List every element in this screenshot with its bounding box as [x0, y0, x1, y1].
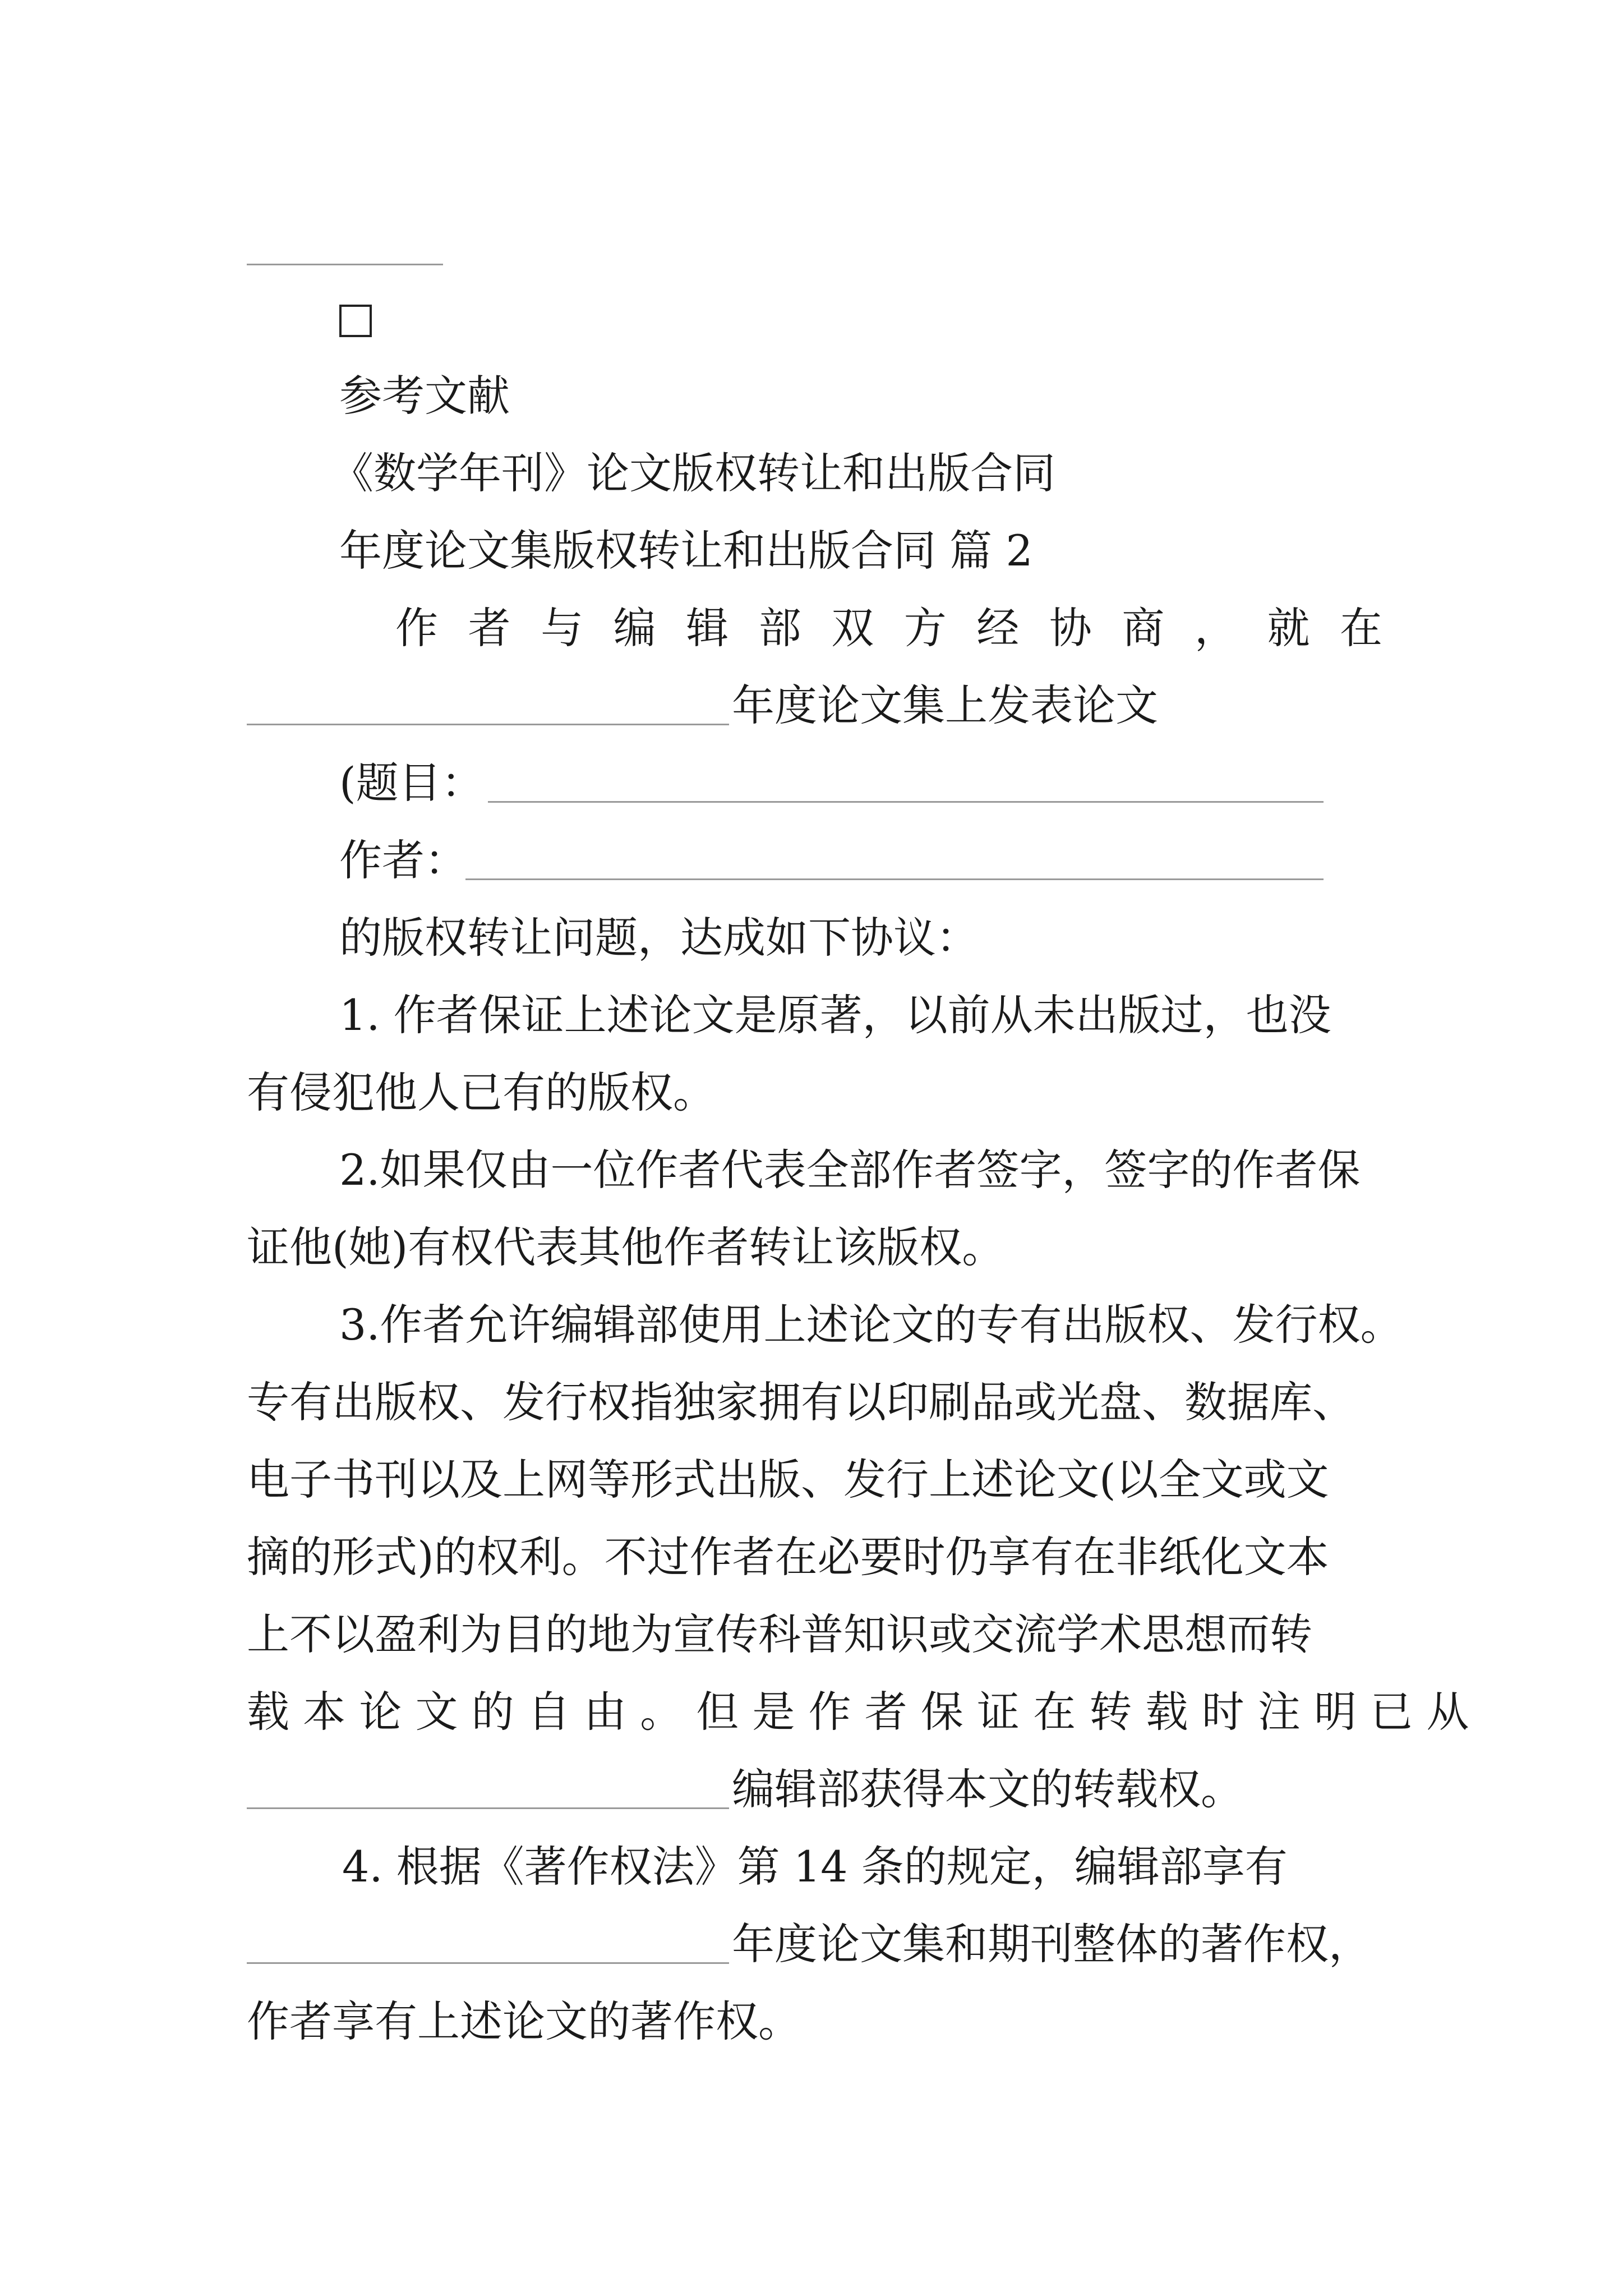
intro-line-a: 作 者 与 编 辑 部 双 方 经 协 商 ， 就 在	[395, 603, 1382, 653]
clause-1-line-b: 有侵犯他人已有的版权。	[247, 1068, 716, 1117]
clause-2-line-a: 2.如果仅由一位作者代表全部作者签字，签字的作者保	[339, 1145, 1361, 1195]
heading-references: 参考文献	[339, 371, 510, 421]
title-line-2: 年度论文集版权转让和出版合同 篇 2	[339, 526, 1033, 576]
clause-3-line-a: 3.作者允许编辑部使用上述论文的专有出版权、发行权。	[339, 1300, 1403, 1350]
topic-blank	[488, 801, 1324, 803]
title-line-1: 《数学年刊》论文版权转让和出版合同	[331, 448, 1055, 498]
clause-3-line-e: 上不以盈利为目的地为宣传科普知识或交流学术思想而转	[247, 1609, 1312, 1659]
clause-3-line-f: 载 本 论 文 的 自 由 。 但 是 作 者 保 证 在 转 载 时 注 明 已 从	[247, 1687, 1469, 1737]
clause-1-line-a: 1. 作者保证上述论文是原著，以前从未出版过，也没	[339, 990, 1331, 1040]
top-rule	[247, 264, 443, 265]
clause-4-line-a: 4. 根据《著作权法》第 14 条的规定，编辑部享有	[342, 1842, 1288, 1892]
author-label: 作者：	[339, 835, 467, 885]
clause-4-line-b: 年度论文集和期刊整体的著作权，	[732, 1919, 1371, 1969]
clause-3-line-c: 电子书刊以及上网等形式出版、发行上述论文(以全文或文	[247, 1455, 1329, 1504]
year-blank-2	[247, 1962, 729, 1964]
clause-3-line-g: 编辑部获得本文的转载权。	[732, 1764, 1243, 1814]
agreement-line: 的版权转让问题，达成如下协议：	[339, 913, 979, 963]
topic-label: (题目：	[339, 758, 484, 808]
author-blank	[465, 878, 1324, 880]
clause-3-line-d: 摘的形式)的权利。不过作者在必要时仍享有在非纸化文本	[247, 1532, 1329, 1582]
clause-4-line-c: 作者享有上述论文的著作权。	[247, 1996, 801, 2046]
checkbox-glyph	[339, 305, 372, 337]
year-blank-1	[247, 724, 729, 725]
clause-2-line-b: 证他(她)有权代表其他作者转让该版权。	[247, 1222, 1005, 1272]
intro-line-b: 年度论文集上发表论文	[732, 680, 1158, 730]
editorial-blank	[247, 1807, 729, 1809]
clause-3-line-b: 专有出版权、发行权指独家拥有以印刷品或光盘、数据库、	[247, 1377, 1355, 1427]
